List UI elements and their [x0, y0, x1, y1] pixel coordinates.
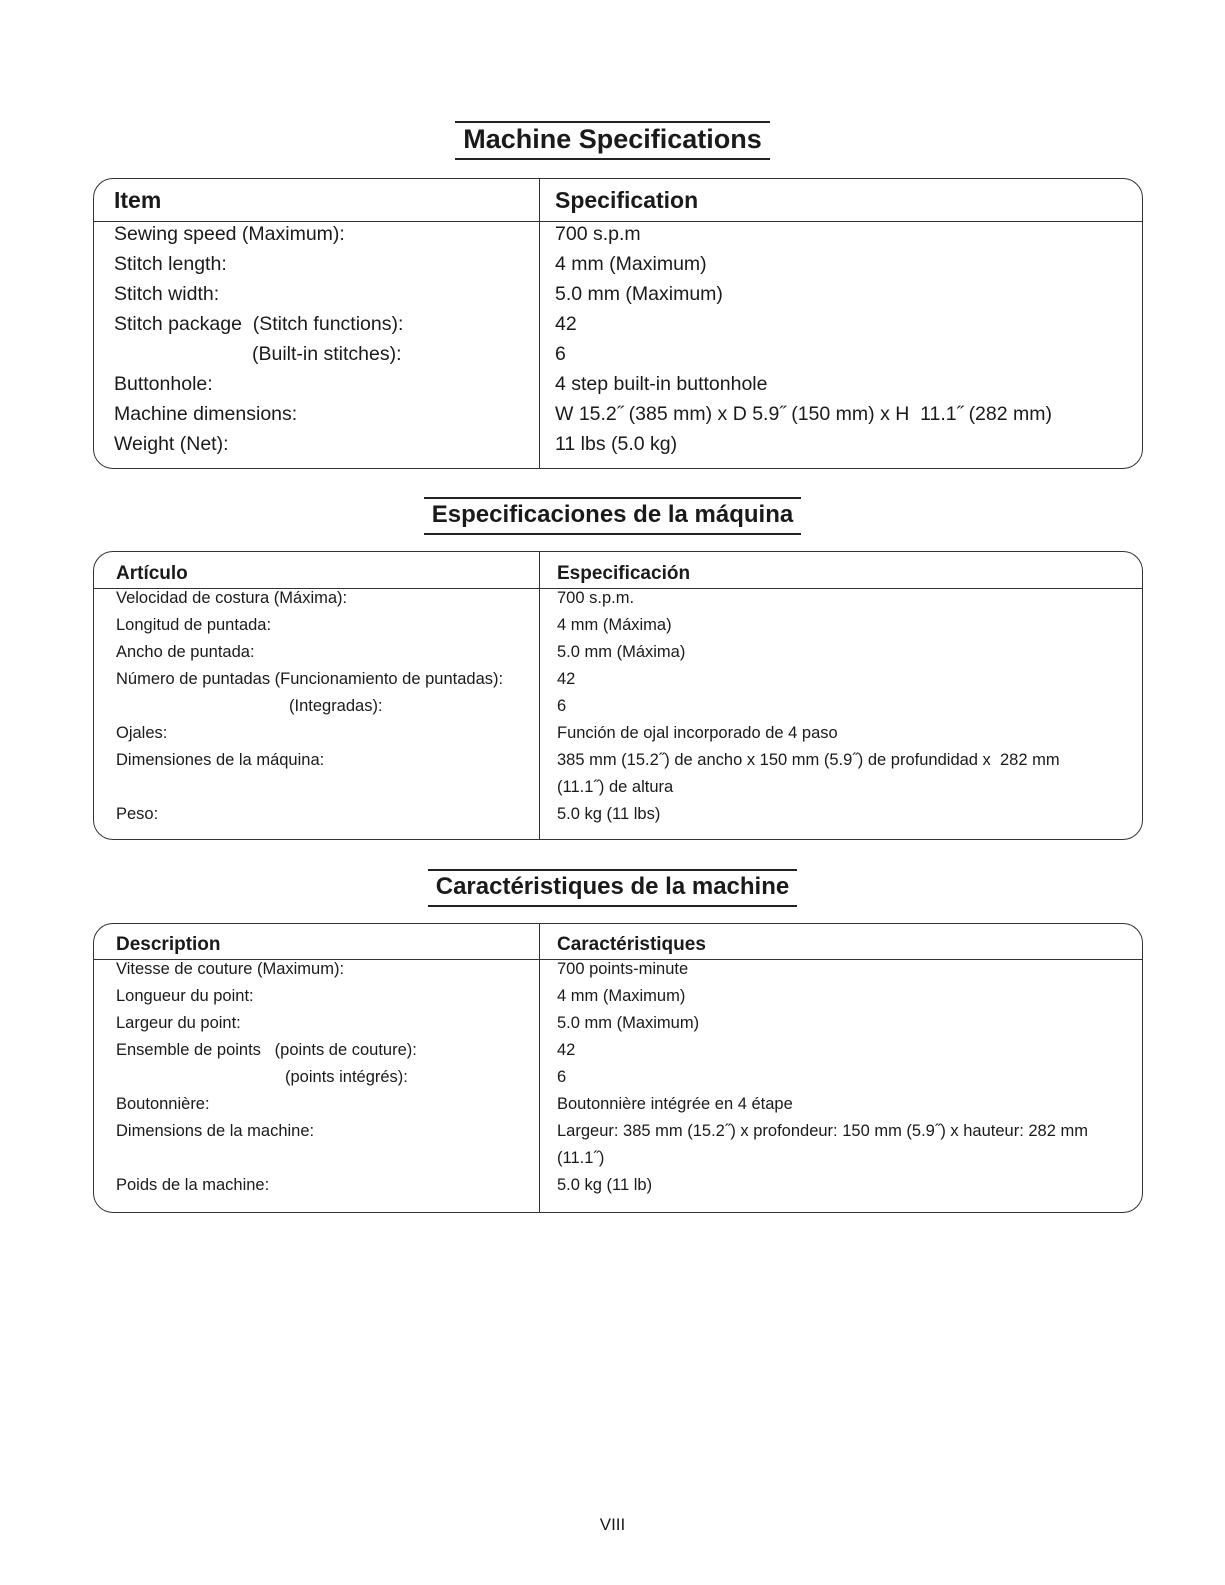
row-value: 700 s.p.m. [557, 589, 635, 607]
row-label: Stitch length: [114, 253, 227, 275]
table-row [94, 403, 1142, 433]
row-value: 6 [557, 697, 567, 715]
row-value: 5.0 mm (Maximum) [555, 283, 723, 305]
row-label: Longitud de puntada: [116, 616, 272, 634]
header-caracteristiques: Caractéristiques [557, 934, 706, 955]
row-value: 5.0 mm (Maximum) [557, 1014, 700, 1032]
table-row [94, 1014, 1142, 1041]
table-row [94, 724, 1142, 751]
row-value: (11.1˝) [557, 1149, 605, 1167]
table-row [94, 751, 1142, 778]
row-value: 5.0 kg (11 lbs) [557, 805, 661, 823]
row-value: 385 mm (15.2˝) de ancho x 150 mm (5.9˝) de profundidad x 282 mm [557, 751, 1060, 769]
row-value: 5.0 kg (11 lb) [557, 1176, 653, 1194]
row-label: Dimensions de la machine: [116, 1122, 315, 1140]
section-title-french [0, 869, 1225, 907]
row-label: Peso: [116, 805, 159, 823]
row-label: Ancho de puntada: [116, 643, 255, 661]
title-text: Caractéristiques de la machine [428, 869, 797, 907]
row-label: (Built-in stitches): [252, 343, 402, 365]
row-label: (points intégrés): [285, 1068, 408, 1086]
header-description: Description [116, 934, 221, 955]
table-row [94, 1041, 1142, 1068]
header-especificacion: Especificación [557, 563, 691, 584]
row-label: Weight (Net): [114, 433, 229, 455]
table-row [94, 616, 1142, 643]
header-item: Item [114, 187, 162, 213]
row-value: Largeur: 385 mm (15.2˝) x profondeur: 150 mm (5.9˝) x hauteur: 282 mm [557, 1122, 1088, 1140]
table-row [94, 223, 1142, 253]
row-value: Función de ojal incorporado de 4 paso [557, 724, 838, 742]
table-row [94, 313, 1142, 343]
spec-table-english [93, 178, 1143, 469]
row-label: Poids de la machine: [116, 1176, 270, 1194]
table-row [94, 1176, 1142, 1203]
row-label: Boutonnière: [116, 1095, 210, 1113]
section-title-spanish [0, 497, 1225, 535]
header-articulo: Artículo [116, 563, 188, 584]
row-label: (Integradas): [289, 697, 383, 715]
row-label: Velocidad de costura (Máxima): [116, 589, 348, 607]
table-row [94, 960, 1142, 987]
row-label: Dimensiones de la máquina: [116, 751, 325, 769]
spec-table-french [93, 923, 1143, 1213]
row-label: Sewing speed (Maximum): [114, 223, 345, 245]
row-value: 6 [557, 1068, 567, 1086]
table-row [94, 778, 1142, 805]
row-value: (11.1˝) de altura [557, 778, 674, 796]
table-row [94, 253, 1142, 283]
row-value: 700 s.p.m [555, 223, 641, 245]
row-value: 42 [557, 1041, 576, 1059]
row-label: Vitesse de couture (Maximum): [116, 960, 345, 978]
table-row [94, 1068, 1142, 1095]
row-value: 6 [555, 343, 566, 365]
row-value: Boutonnière intégrée en 4 étape [557, 1095, 793, 1113]
spec-table-spanish [93, 551, 1143, 840]
table-row [94, 670, 1142, 697]
table-header [94, 924, 1142, 960]
row-label: Stitch package (Stitch functions): [114, 313, 404, 335]
row-label: Machine dimensions: [114, 403, 298, 425]
row-label: Número de puntadas (Funcionamiento de puntadas): [116, 670, 504, 688]
row-label: Largeur du point: [116, 1014, 241, 1032]
row-label: Longueur du point: [116, 987, 254, 1005]
row-value: 11 lbs (5.0 kg) [555, 433, 678, 455]
row-value: W 15.2˝ (385 mm) x D 5.9˝ (150 mm) x H 11.1˝ (282 mm) [555, 403, 1052, 425]
title-text: Machine Specifications [455, 121, 770, 160]
row-label: Ensemble de points (points de couture): [116, 1041, 417, 1059]
title-text: Especificaciones de la máquina [424, 497, 801, 535]
row-label: Stitch width: [114, 283, 220, 305]
table-row [94, 343, 1142, 373]
row-value: 42 [555, 313, 577, 335]
section-title-english [0, 121, 1225, 160]
row-value: 5.0 mm (Máxima) [557, 643, 686, 661]
table-row [94, 987, 1142, 1014]
table-row [94, 1095, 1142, 1122]
header-specification: Specification [555, 187, 699, 213]
table-row [94, 805, 1142, 832]
row-value: 4 mm (Máxima) [557, 616, 672, 634]
table-row [94, 589, 1142, 616]
table-header [94, 552, 1142, 589]
row-label: Ojales: [116, 724, 168, 742]
table-header [94, 179, 1142, 222]
table-row [94, 1149, 1142, 1176]
row-value: 700 points-minute [557, 960, 689, 978]
row-value: 42 [557, 670, 576, 688]
table-row [94, 373, 1142, 403]
table-row [94, 433, 1142, 463]
row-value: 4 mm (Maximum) [555, 253, 707, 275]
table-row [94, 697, 1142, 724]
row-value: 4 step built-in buttonhole [555, 373, 768, 395]
row-value: 4 mm (Maximum) [557, 987, 686, 1005]
row-label: Buttonhole: [114, 373, 213, 395]
table-row [94, 643, 1142, 670]
table-row [94, 283, 1142, 313]
page-number: VIII [599, 1515, 626, 1534]
table-row [94, 1122, 1142, 1149]
